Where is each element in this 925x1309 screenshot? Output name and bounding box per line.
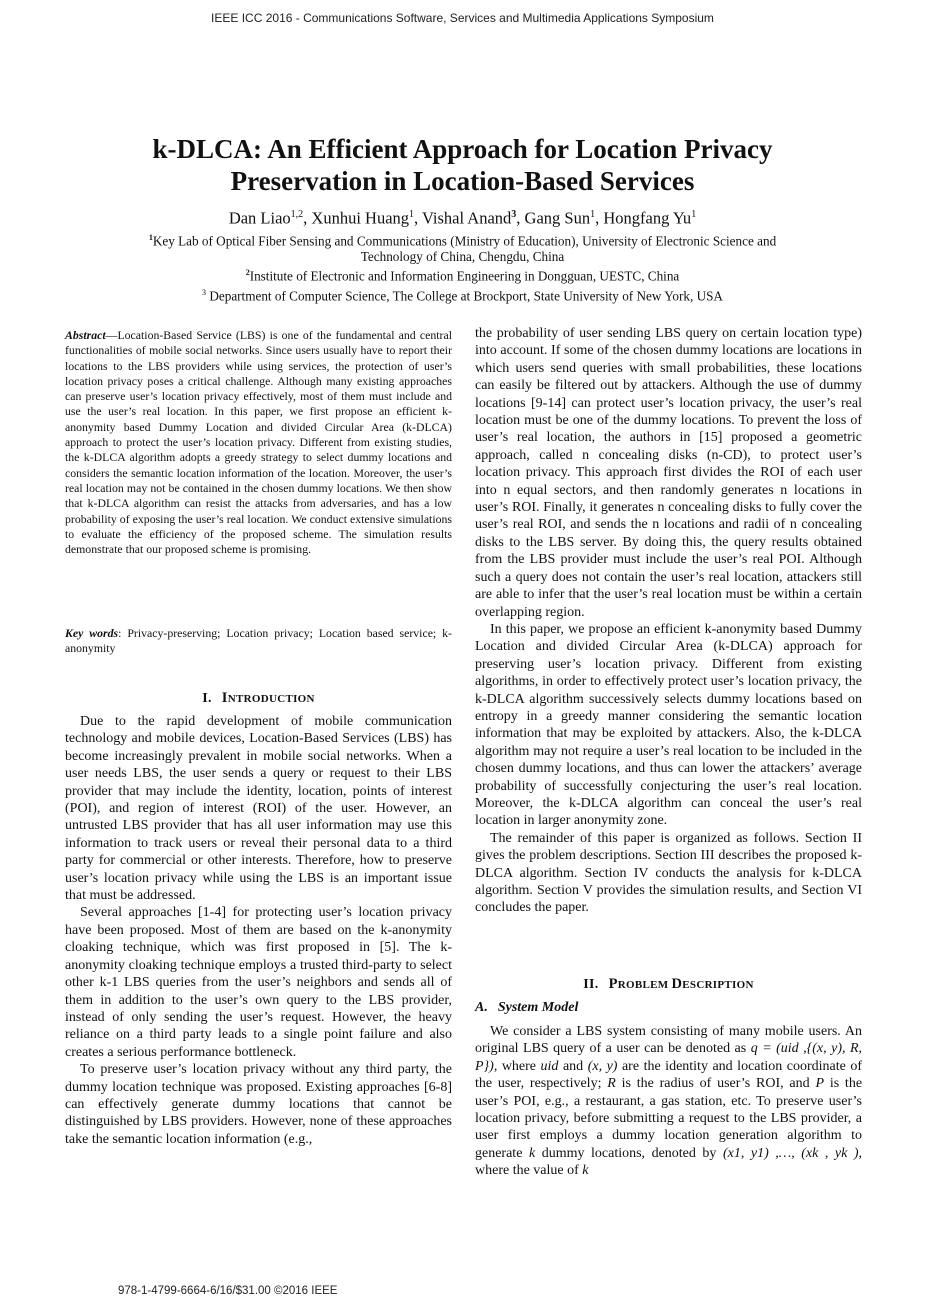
affil-marker: 3 (202, 288, 207, 297)
math-var: k (582, 1163, 589, 1179)
author-name: Gang Sun (524, 208, 591, 228)
paragraph: In this paper, we propose an efficient k-anonymity based Dummy Location and divided Circular Area (k-DLCA) approach for preserving user’s location privacy. Different from existing algorithms, in order to effectively protect user’s location privacy, the k-DLCA algorithm successively selects dummy locations based on entropy in a greedy manner considering the semantic location information that may be exploited by attackers. Also, the k-DLCA algorithm may not require a user’s real location to be included in the chosen dummy locations, and thus can lower the attackers’ average probability of successfully conjecturing the user’s real location. Moreover, the k-DLCA algorithm can conceal the user’s real location in larger anonymity zone. (475, 621, 862, 829)
equation: q = (uid ,{(x, y), R, P}) (475, 1041, 863, 1074)
equation: (x1, y1) ,…, (xk , yk ) (722, 1145, 859, 1161)
paragraph: Several approaches [1-4] for protecting user’s location privacy have been proposed. Most of them are based on the k-anonymity cloaking technique, which was first proposed in [5]. The k-anonymity cloaking technique employs a trusted third-party to select other k-1 LBS queries from the user’s neighbors and sends all of them in addition to the user’s own query to the LBS provider, instead of only sending the user’s request. However, the heavy reliance on a third party leads to a single point failure and also creates a serious performance bottleneck. (65, 905, 452, 1060)
paragraph: The remainder of this paper is organized as follows. Section II gives the problem descriptions. Section III describes the proposed k-DLCA algorithm. Section IV conducts the analysis for k-DLCA algorithm. Section V provides the simulation results, and Section VI concludes the paper. (475, 830, 862, 916)
author-affil-marker: 3 (511, 209, 517, 220)
conference-header: IEEE ICC 2016 - Communications Software, Services and Multimedia Applications Symposium (211, 11, 714, 25)
author-affil-marker: 1 (590, 209, 596, 220)
author-name: Dan Liao (228, 208, 291, 228)
affil-marker: 2 (245, 268, 250, 277)
author-name: Hongfang Yu (603, 208, 692, 228)
section-heading-problem-description: II. PROBLEM DESCRIPTION (583, 976, 754, 992)
abstract-text: —Location-Based Service (LBS) is one of the fundamental and central functionalities of mobile social networks. Since users usually have to report their locations to the LBS providers while using services, the protection of user’s location privacy poses a critical challenge. Although many existing approaches can preserve user’s location privacy effectively, most of them must include and use the user’s real location. In this paper, we first propose an efficient k-anonymity based Dummy Location and divided Circular Area (k-DLCA) approach to protect the user’s location privacy. Different from existing studies, the k-DLCA algorithm adopts a greedy strategy to select dummy locations and considers the semantic location information of the location. Moreover, the user’s real location may not be contained in the chosen dummy locations. We then show that k-DLCA algorithm can resist the attacks from adversaries, and has a low probability of exposing the user’s real location. We conduct extensive simulations to evaluate the efficiency of the proposed scheme. The simulation results demonstrate that our proposed scheme is promising. (65, 328, 452, 557)
subsection-heading-system-model (475, 1000, 578, 1016)
keywords (65, 626, 452, 657)
math-var: uid (540, 1058, 559, 1074)
system-model-body (475, 1023, 862, 1180)
section-number: II. (583, 977, 599, 992)
section-heading-introduction: I. INTRODUCTION (202, 690, 315, 706)
paragraph: We consider a LBS system consisting of many mobile users. An original LBS query of a user can be denoted as q = (uid ,{(x, y), R, P}), where uid and (x, y) are the identity and location coordinate of the user, respectively; R is the radius of user’s ROI, and P is the user’s POI, e.g., a restaurant, a gas station, etc. To preserve user’s location privacy, before submitting a request to the LBS provider, a user first employs a dummy location generation algorithm to generate k dummy locations, denoted by (x1, y1) ,…, (xk , yk ), where the value of k (475, 1024, 863, 1179)
section-number: I. (202, 691, 212, 706)
math-var: (x, y) (587, 1058, 618, 1074)
affil-text: Key Lab of Optical Fiber Sensing and Communications (Ministry of Education), University of Electronic Science and Technology of China, Chengdu, China (152, 233, 777, 265)
author-name: Xunhui Huang (311, 208, 410, 228)
subsection-letter: A. (475, 1000, 488, 1015)
math-var: k (528, 1145, 536, 1161)
keywords-label: Key words (65, 626, 119, 640)
paragraph: Due to the rapid development of mobile communication technology and mobile devices, Location-Based Services (LBS) has become increasingly prevalent in mobile social networks. When a user needs LBS, the user sends a query or request to their LBS provider that may include the identity, location, points of interest (POI), and region of interest (ROI) of the user. However, an untrusted LBS provider that has all user information may use this information to track users or reveal their personal data to a third party for commercial or other interests. Therefore, how to preserve user’s location privacy while using the LBS is an important issue that must be addressed. (65, 714, 452, 904)
affiliation-1 (130, 230, 795, 265)
affil-text: Institute of Electronic and Information Engineering in Dongguan, UESTC, China (249, 268, 680, 284)
affil-marker: 1 (148, 233, 153, 242)
title-line-1: k-DLCA: An Efficient Approach for Location Privacy (152, 134, 773, 164)
paper-title (80, 133, 845, 197)
affil-text: Department of Computer Science, The College at Brockport, State University of New York, USA (209, 288, 723, 304)
subsection-title: System Model (497, 1000, 579, 1015)
abstract-label: Abstract (65, 328, 106, 342)
author-name: Vishal Anand (422, 208, 512, 228)
right-column-body (475, 325, 862, 917)
author-affil-marker: 1,2 (290, 209, 304, 220)
paragraph: the probability of user sending LBS query on certain location type) into account. If some of the chosen dummy locations are locations in which users send queries with small probabilities, these locations can easily be filtered out by attackers. Although the use of dummy locations [9-14] can protect user’s location privacy, the user’s real location must be one of the dummy locations. To prevent the loss of user’s real location, the authors in [15] proposed a geometric approach, called n concealing disks (n-CD), to protect user’s location privacy. This approach first divides the ROI of each user into n equal sectors, and then randomly generates n locations in user’s ROI. Finally, it generates n concealing disks to fully cover the user’s real ROI, and sends the n locations and radii of n concealing disks to the LBS server. By doing this, the query results obtained from the LBS provider must include the user’s real POI. Although such a query does not contain the user’s real location, attackers still are able to infer that the user’s real location must be within a certain overlapping region. (475, 326, 862, 620)
introduction-body (65, 713, 452, 1148)
author-list: Dan Liao$^{1,2}$, Xunhui Huang$^1$, Vishal Anand$^3$, Gang Sun$^1$, Hongfang Yu$^1$ (228, 208, 697, 228)
author-affil-marker: 1 (691, 209, 697, 220)
author-affil-marker: 1 (409, 209, 415, 220)
copyright-footer: 978-1-4799-6664-6/16/$31.00 ©2016 IEEE (118, 1285, 338, 1297)
keywords-text: : Privacy-preserving; Location privacy; Location based service; k-anonymity (65, 626, 452, 656)
math-var: P (815, 1076, 825, 1092)
title-line-2: Preservation in Location-Based Services (230, 166, 695, 196)
affiliation-3 (130, 285, 795, 304)
abstract (65, 328, 452, 557)
affiliation-2 (130, 265, 795, 284)
math-var: R (607, 1076, 616, 1092)
paragraph: To preserve user’s location privacy without any third party, the dummy location technique was proposed. Existing approaches [6-8] can effectively generate dummy locations that cannot be distinguished by LBS providers. However, none of these approaches take the semantic location information (e.g., (65, 1062, 452, 1147)
